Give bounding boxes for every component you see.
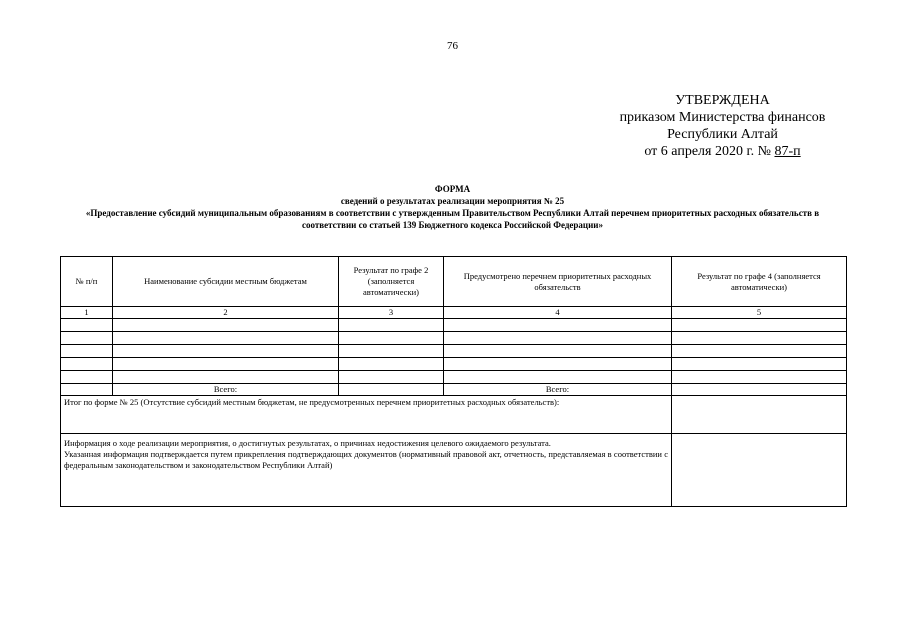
table-cell[interactable] xyxy=(339,332,444,345)
form-title-block xyxy=(60,183,845,231)
form-result-label: Итог по форме № 25 (Отсутствие субсидий местным бюджетам, не предусмотренных перечнем приоритетных расходных обязательств): xyxy=(61,396,672,434)
table-cell[interactable] xyxy=(444,345,672,358)
table-cell[interactable] xyxy=(61,319,113,332)
header-result-col2: Результат по графе 2 (заполняется автоматически) xyxy=(339,257,444,307)
table-cell[interactable] xyxy=(113,358,339,371)
table-cell[interactable] xyxy=(113,332,339,345)
header-number: № п/п xyxy=(61,257,113,307)
column-number: 3 xyxy=(339,307,444,319)
approval-order-number: 87-п xyxy=(774,144,801,159)
table-cell[interactable] xyxy=(672,319,847,332)
approval-republic-line: Республики Алтай xyxy=(667,127,778,142)
table-cell[interactable] xyxy=(61,358,113,371)
page-number: 76 xyxy=(447,40,458,52)
form-title: ФОРМА xyxy=(434,184,471,194)
table-cell[interactable] xyxy=(444,358,672,371)
form-subtitle: сведений о результатах реализации мероприятия № 25 xyxy=(340,196,565,206)
form-description: «Предоставление субсидий муниципальным образованиям в соответствии с утвержденным Правительством Республики Алтай перечнем приоритетных расходных обязательств в соответствии со статьей 139 Бюджетного кодекса Российской Федерации» xyxy=(85,208,820,230)
table-row xyxy=(61,319,847,332)
column-number: 2 xyxy=(113,307,339,319)
table-cell[interactable] xyxy=(113,319,339,332)
table-row xyxy=(61,345,847,358)
table-cell[interactable] xyxy=(339,319,444,332)
table-cell[interactable] xyxy=(672,371,847,384)
form-result-row xyxy=(61,396,847,434)
total-value-col3[interactable] xyxy=(339,384,444,396)
approval-date-text: от 6 апреля 2020 г. № xyxy=(644,144,775,159)
table-cell[interactable] xyxy=(444,332,672,345)
table-cell[interactable] xyxy=(339,345,444,358)
table-cell[interactable] xyxy=(672,358,847,371)
info-value[interactable] xyxy=(672,434,847,507)
total-row xyxy=(61,384,847,396)
table-row xyxy=(61,358,847,371)
table-cell[interactable] xyxy=(61,332,113,345)
table-cell[interactable] xyxy=(672,345,847,358)
column-number: 5 xyxy=(672,307,847,319)
approval-order-line: приказом Министерства финансов xyxy=(619,110,826,125)
table-cell[interactable] xyxy=(444,371,672,384)
info-confirmation-text: Указанная информация подтверждается путем прикрепления подтверждающих документов (нормативный правовой акт, отчетность, представляемая в соответствии с федеральным законодательством и законодательством Республики Алтай) xyxy=(64,449,668,470)
info-label xyxy=(61,434,672,507)
approval-heading: УТВЕРЖДЕНА xyxy=(675,93,770,108)
results-table xyxy=(60,256,847,507)
header-subsidy-name: Наименование субсидии местным бюджетам xyxy=(113,257,339,307)
table-cell[interactable] xyxy=(61,371,113,384)
table-row xyxy=(61,371,847,384)
table-cell[interactable] xyxy=(61,345,113,358)
header-result-col4: Результат по графе 4 (заполняется автоматически) xyxy=(672,257,847,307)
table-header-row xyxy=(61,257,847,307)
table-cell[interactable] xyxy=(113,345,339,358)
column-number-row xyxy=(61,307,847,319)
header-planned: Предусмотрено перечнем приоритетных расходных обязательств xyxy=(444,257,672,307)
approval-block xyxy=(600,92,845,160)
approval-date-line xyxy=(600,143,845,160)
total-label: Всего: xyxy=(444,384,672,396)
table-row xyxy=(61,332,847,345)
form-result-value[interactable] xyxy=(672,396,847,434)
table-cell[interactable] xyxy=(113,371,339,384)
total-label: Всего: xyxy=(113,384,339,396)
table-cell[interactable] xyxy=(672,332,847,345)
total-cell xyxy=(61,384,113,396)
total-value-col5[interactable] xyxy=(672,384,847,396)
info-row xyxy=(61,434,847,507)
column-number: 4 xyxy=(444,307,672,319)
info-progress-text: Информация о ходе реализации мероприятия, о достигнутых результатах, о причинах недостижения целевого ожидаемого результата. xyxy=(64,438,551,448)
table-cell[interactable] xyxy=(339,358,444,371)
table-cell[interactable] xyxy=(444,319,672,332)
table-cell[interactable] xyxy=(339,371,444,384)
column-number: 1 xyxy=(61,307,113,319)
